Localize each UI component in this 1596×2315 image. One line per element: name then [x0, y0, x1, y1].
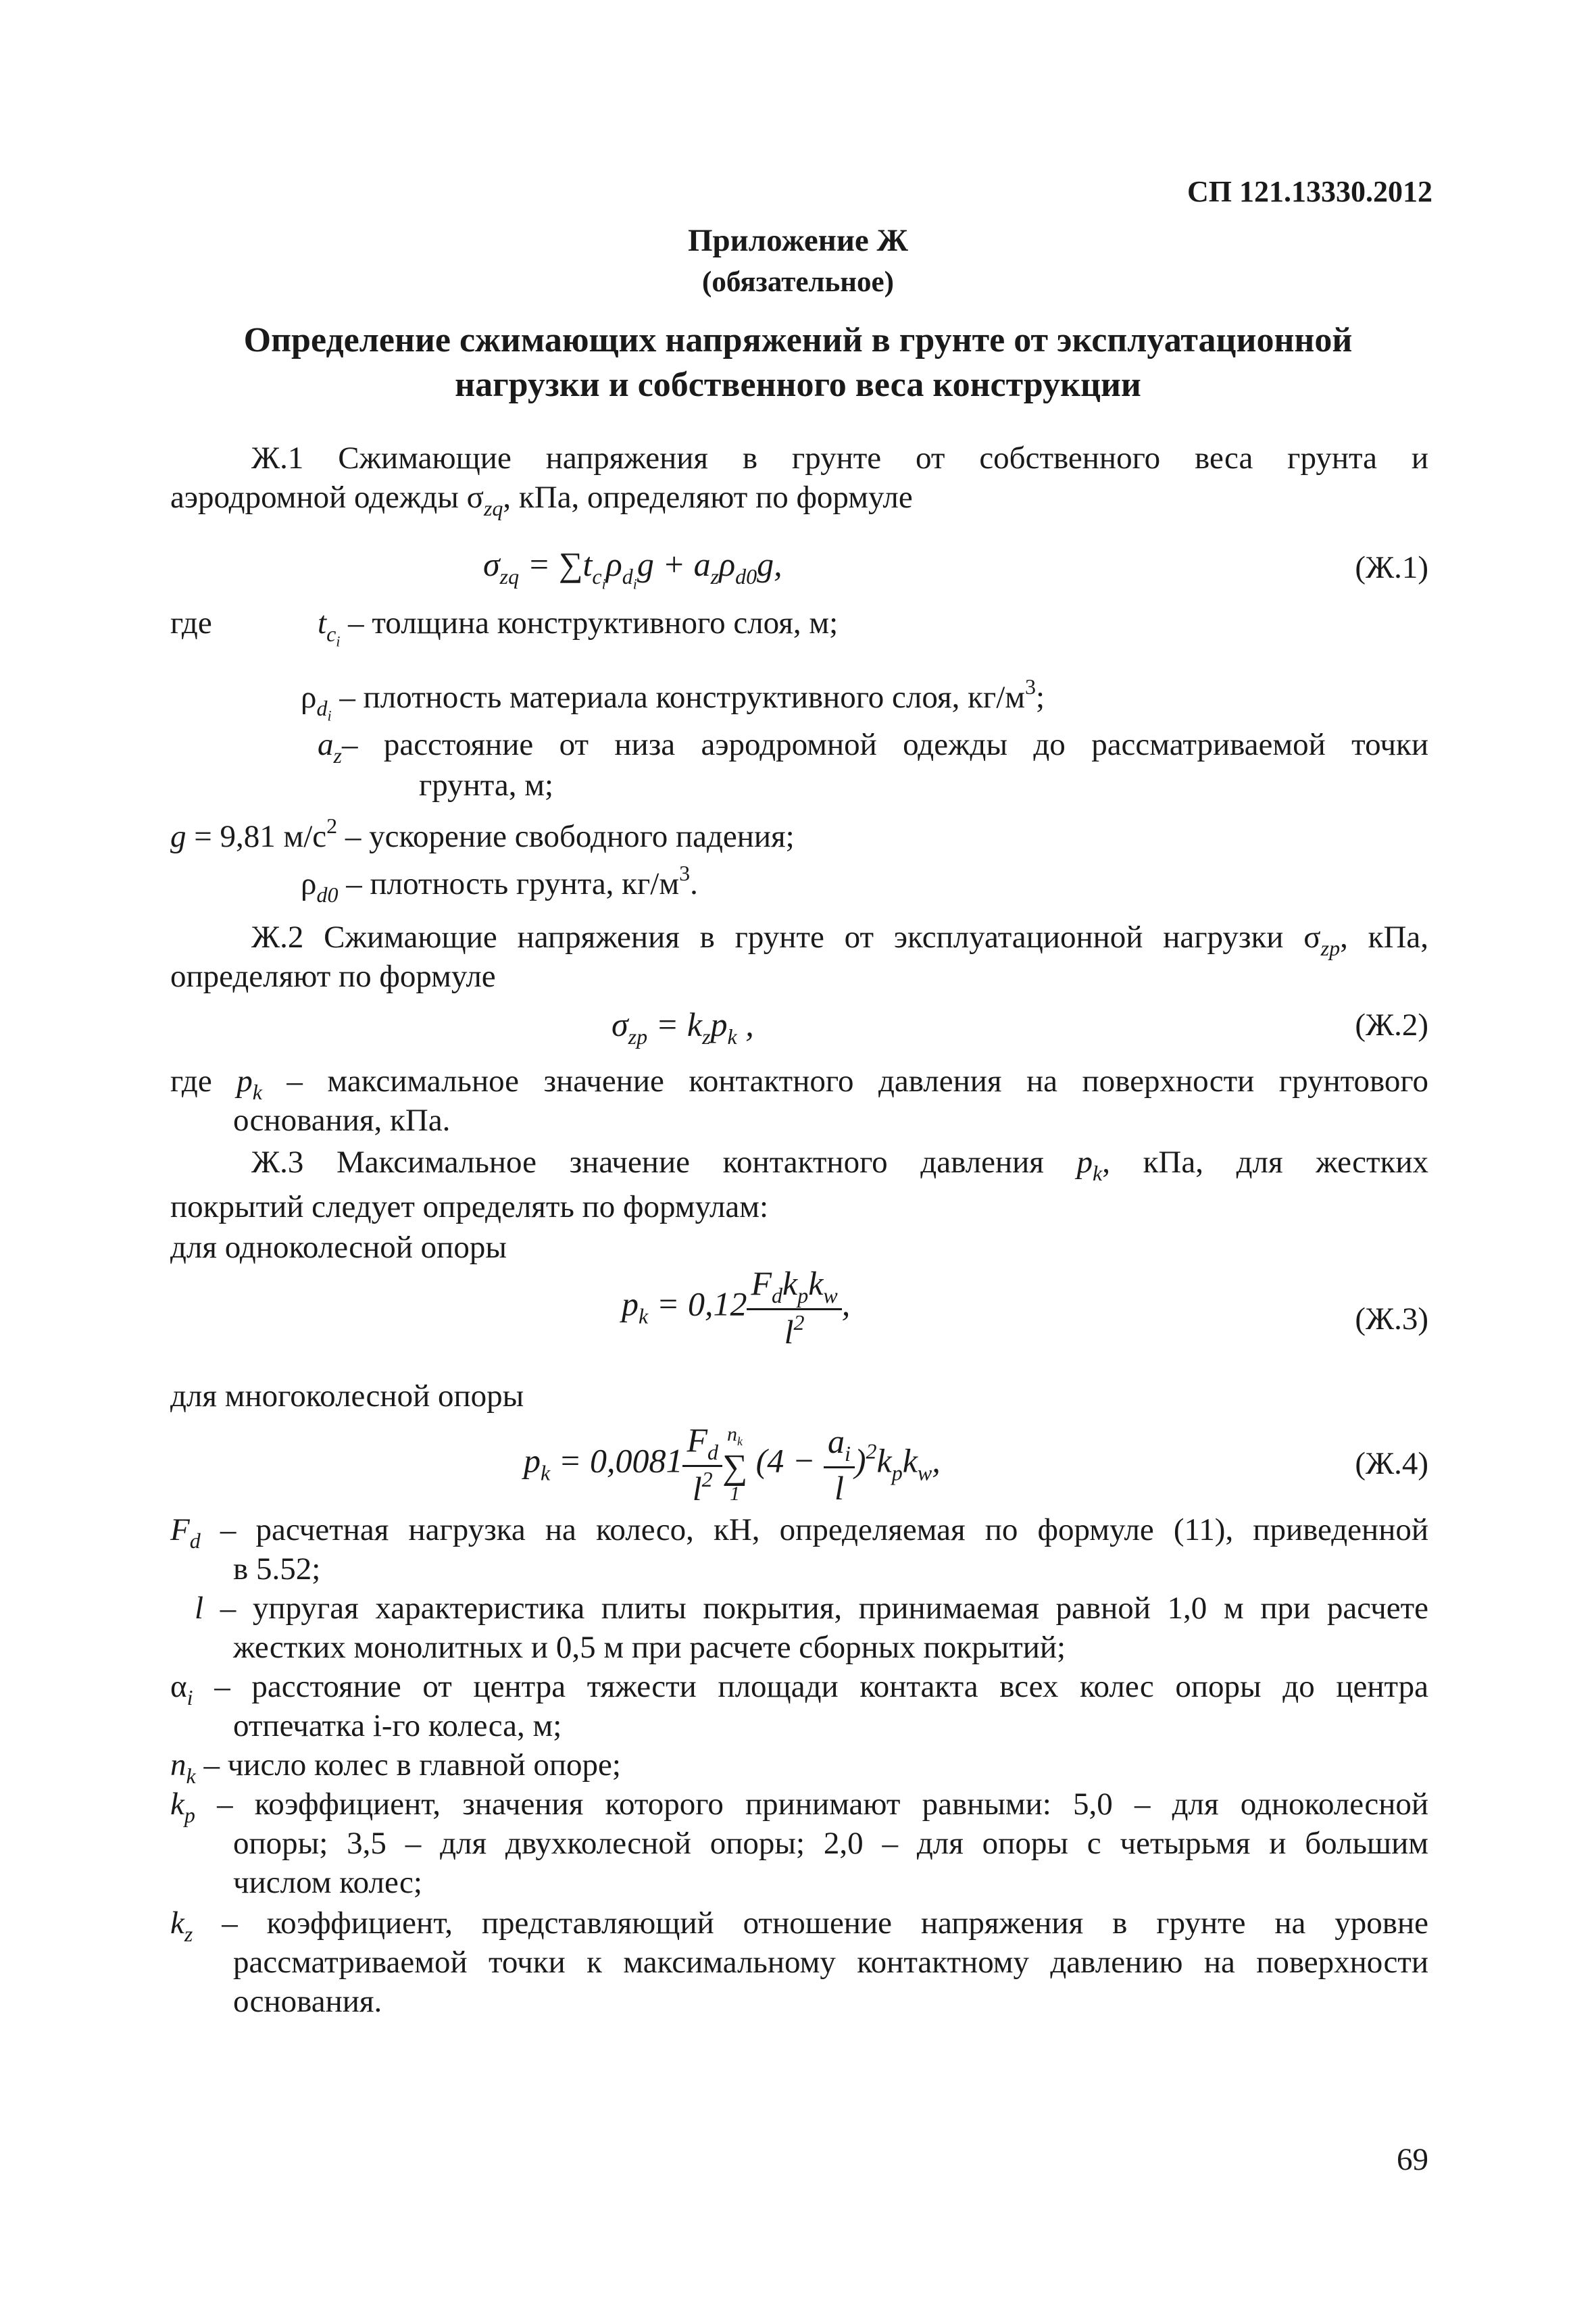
formula-number-zh3: (Ж.3): [1355, 1301, 1428, 1337]
def-rho: $\rho_{d_i}$ – плотность материала конструктивного слоя, $кг/м^3$;: [301, 674, 1045, 724]
formula-zh3: $p_k = 0,12$ $\frac{F_dk_pk_w}{l^2}$ ,: [622, 1264, 851, 1351]
zh2-where: где $p_k$ – максимальное значение контактного давления на поверхности грунтового: [170, 1064, 1429, 1104]
formula-number-zh1: (Ж.1): [1355, 550, 1428, 585]
multi-wheel-label: для многоколесной опоры: [170, 1378, 524, 1414]
def-rho0: $\rho_{d0}$ – плотность грунта, $кг/м^3$.: [301, 861, 698, 907]
def-alpha-cont: отпечатка i-го колеса, м;: [233, 1708, 562, 1743]
def-fd-cont: в 5.52;: [233, 1551, 321, 1587]
formula-zh2: $\sigma_{zp} = k_zp_k$ ,: [612, 1005, 754, 1049]
def-kz: $k_z$ – коэффициент, представляющий отношение напряжения в грунте на уровне: [170, 1906, 1428, 1946]
formula-number-zh2: (Ж.2): [1355, 1007, 1428, 1043]
def-l: l – упругая характеристика плиты покрытия, принимаемая равной 1,0 м при расчете: [195, 1591, 1429, 1626]
zh3-line1: Ж.3 Максимальное значение контактного давления $p_k$, кПа, для жестких: [251, 1145, 1428, 1185]
def-fd: $F_d$ – расчетная нагрузка на колесо, кН, определяемая по формуле (11), приведенной: [170, 1512, 1429, 1553]
zh2-line2: определяют по формуле: [170, 959, 496, 994]
def-kp: $k_p$ – коэффициент, значения которого принимают равными: 5,0 – для одноколесной: [170, 1787, 1429, 1827]
zh2-line1: Ж.2 Сжимающие напряжения в грунте от эксплуатационной нагрузки $\sigma_{zp}$, кПа,: [251, 920, 1429, 960]
def-nk: $n_k$ – число колес в главной опоре;: [170, 1747, 621, 1788]
def-g: g = 9,81 $м/с^2$ – ускорение свободного падения;: [170, 814, 795, 854]
section-heading-line2: нагрузки и собственного веса конструкции: [455, 366, 1141, 404]
def-kp-cont2: числом колес;: [233, 1865, 422, 1900]
def-tc: $t_{c_i}$ – толщина конструктивного слоя, м;: [318, 605, 839, 650]
def-az: $a_z-$ расстояние от низа аэродромной одежды до рассматриваемой точки: [318, 727, 1428, 768]
def-kz-cont: рассматриваемой точки к максимальному контактному давлению на поверхности: [233, 1945, 1428, 1980]
def-kz-cont2: основания.: [233, 1984, 382, 2019]
zh1-line1: Ж.1 Сжимающие напряжения в грунте от собственного веса грунта и: [251, 441, 1428, 476]
formula-zh4: $p_k = 0,0081$ $\frac{F_d}{l^2}$ $n_k$ ∑ 1 (4 − $\frac{a_i}{l}$ )$^2k_pk_w$,: [524, 1421, 941, 1508]
def-alpha: $\alpha_i$ – расстояние от центра тяжести площади контакта всех колес опоры до центра: [170, 1669, 1428, 1710]
section-heading-line1: Определение сжимающих напряжений в грунте от эксплуатационной: [243, 321, 1353, 359]
def-kp-cont: опоры; 3,5 – для двухколесной опоры; 2,0 – для опоры с четырьмя и большим: [233, 1826, 1428, 1861]
appendix-status: (обязательное): [702, 266, 894, 298]
zh3-line2: покрытий следует определять по формулам:: [170, 1189, 769, 1224]
def-az-cont: грунта, м;: [419, 768, 554, 803]
page-number: 69: [1397, 2142, 1428, 2177]
single-wheel-label: для одноколесной опоры: [170, 1230, 507, 1265]
formula-number-zh4: (Ж.4): [1355, 1446, 1428, 1481]
zh1-line2: аэродромной одежды $\sigma_{zq}$, кПа, определяют по формуле: [170, 480, 913, 520]
document-code: СП 121.13330.2012: [1187, 175, 1432, 208]
appendix-title: Приложение Ж: [687, 223, 909, 258]
def-l-cont: жестких монолитных и 0,5 м при расчете сборных покрытий;: [233, 1630, 1066, 1665]
where-label: где: [170, 605, 212, 641]
zh2-where-cont: основания, кПа.: [233, 1103, 451, 1138]
formula-zh1: $\sigma_{zq} = \sum t_{c_i}\rho_{d_i}g + a_z\rho_{d0}g$,: [483, 545, 782, 593]
